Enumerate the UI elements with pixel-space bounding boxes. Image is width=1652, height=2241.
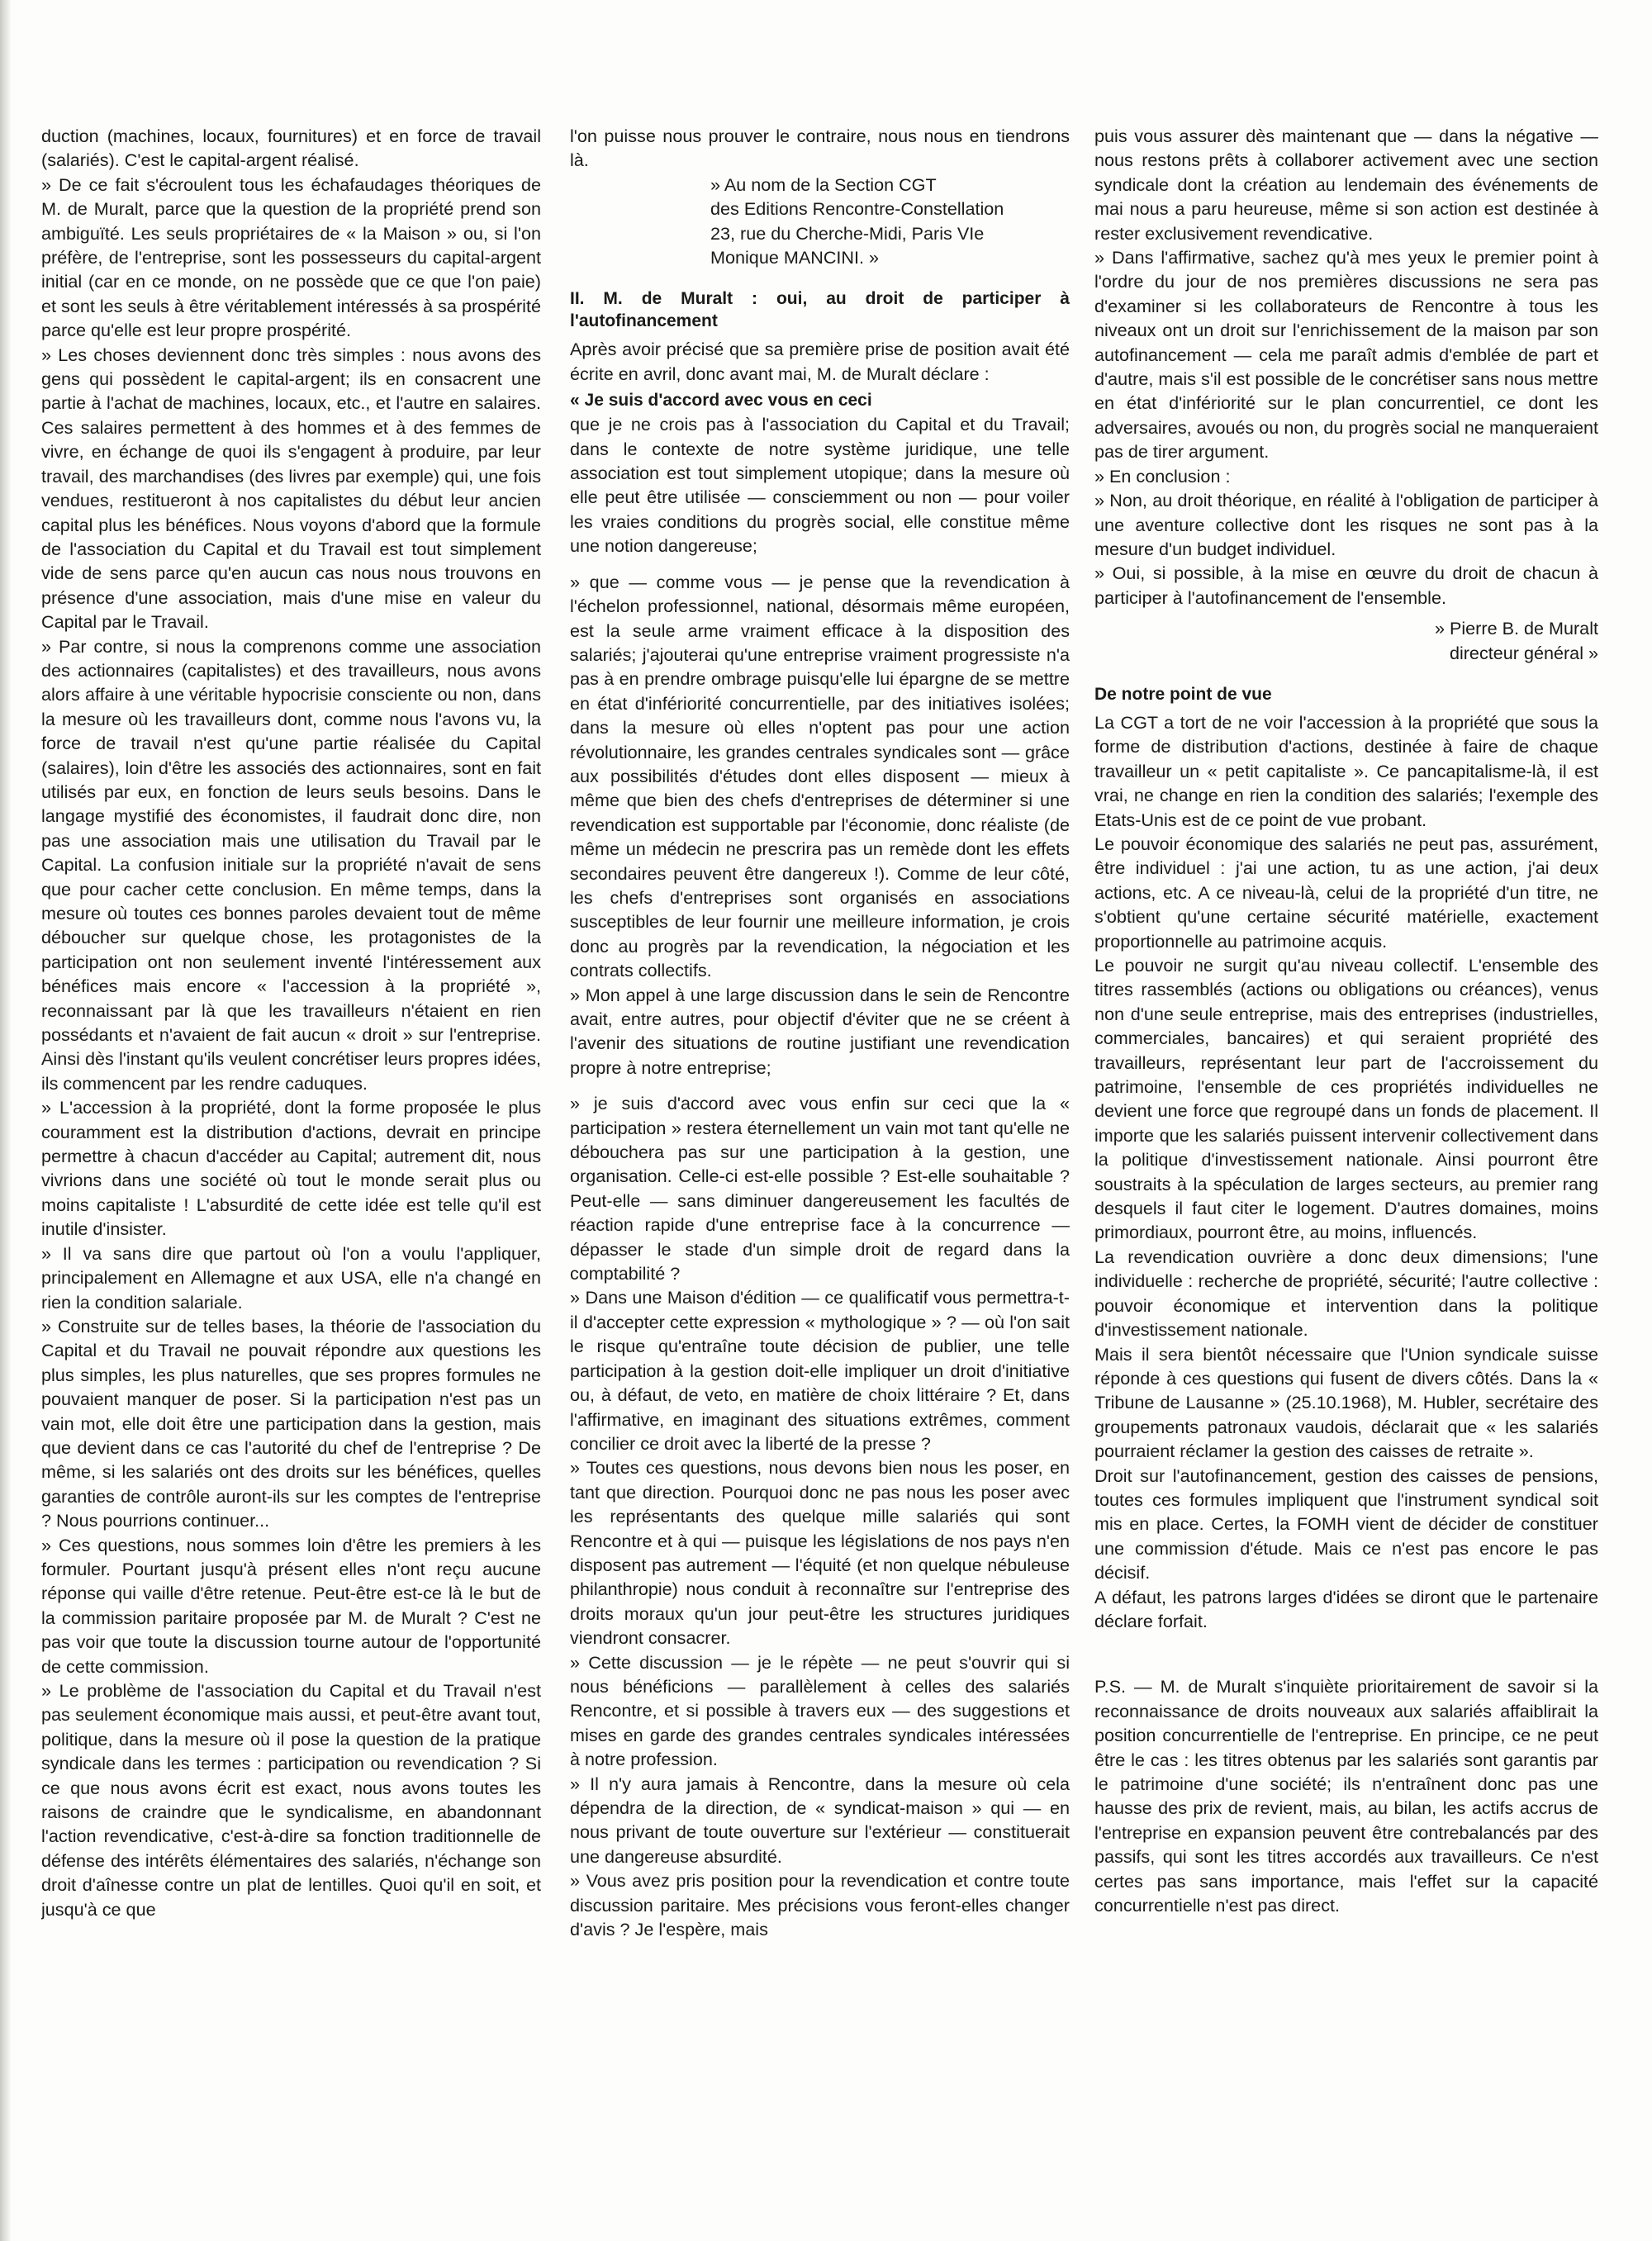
signature-line: des Editions Rencontre-Constellation: [710, 198, 1004, 220]
paragraph: duction (machines, locaux, fournitures) et en force de travail (salariés). C'est le capital-argent réalisé.: [41, 126, 541, 171]
paragraph: La CGT a tort de ne voir l'accession à la propriété que sous la forme de distribution d'actions, destinée à faire de chaque travailleur un « petit capitaliste ». Ce pancapitalisme-là, il est vrai, ne change en rien la condition des salariés; l'exemple des Etats-Unis est de ce point de vue probant.: [1094, 711, 1598, 830]
postscript: P.S. — M. de Muralt s'inquiète prioritairement de savoir si la reconnaissance de droits nouveaux aux salariés affaiblirait la position concurrentielle de l'entreprise. En principe, ce ne peut être le cas : les titres obtenus par les salariés sont garantis par le patrimoine d'une société; ils n'entraînent donc pas une hausse des prix de revient, mais, au bilan, les actifs accrus de l'entreprise en expansion peuvent être contrebalancés par des passifs, qui sont les titres accordés aux travailleurs. Ce n'est certes pas sans importance, mais l'effet sur la capacité concurrentielle n'est pas direct.: [1094, 1676, 1598, 1916]
subheading: « Je suis d'accord avec vous en ceci: [570, 391, 872, 411]
paragraph: » Il n'y aura jamais à Rencontre, dans la mesure où cela dépendra de la direction, de « syndicat-maison » qui — en nous privant de toute ouverture sur l'extérieur — constituerait une dangereuse absurdité.: [570, 1773, 1070, 1867]
paragraph: » je suis d'accord avec vous enfin sur ceci que la « participation » restera éternellement un vain mot tant qu'elle ne débouchera pas sur une participation à la gestion, une organisation. Celle-ci est-elle possible ? Est-elle souhaitable ? Peut-elle — sans diminuer dangereusement les facultés de réaction rapide d'une entreprise face à la concurrence — dépasser le stade d'un simple droit de regard dans la comptabilité ?: [570, 1093, 1070, 1284]
paragraph: » Vous avez pris position pour la revendication et contre toute discussion paritaire. Mes précisions vous feront-elles changer d'avis ? Je l'espère, mais: [570, 1870, 1070, 1940]
paragraph: » Ces questions, nous sommes loin d'être les premiers à les formuler. Pourtant jusqu'à présent elles n'ont reçu aucune réponse qui vaille d'être retenue. Peut-être est-ce là le but de la commission paritaire proposée par M. de Muralt ? C'est ne pas voir que toute la discussion tourne autour de l'opportunité de cette commission.: [41, 1534, 541, 1677]
signature-line: 23, rue du Cherche-Midi, Paris VIe: [710, 222, 985, 244]
text-column-2: [570, 124, 1070, 1941]
paragraph: l'on puisse nous prouver le contraire, nous nous en tiendrons là.: [570, 126, 1070, 171]
signature-line: » Au nom de la Section CGT: [710, 173, 937, 195]
paragraph: » Les choses deviennent donc très simples : nous avons des gens qui possèdent le capital-argent; ils en consacrent une partie à l'achat de machines, locaux, etc., et l'autre en salaires. Ces salaires permettent à des hommes et à des femmes de vivre, en échange de quoi ils s'engagent à produire, par leur travail, des marchandises (des livres par exemple) qui, une fois vendues, restitueront à nos capitalistes du début leur ancien capital plus les bénéfices. Nous voyons d'abord que la formule de l'association du Capital et du Travail est tout simplement vide de sens parce qu'en aucun cas nous nous trouvons en présence d'une association, mais d'une mise en valeur du Capital par le Travail.: [41, 344, 541, 633]
signature-line: Monique MANCINI. »: [710, 247, 880, 268]
page-binding-shadow: [0, 0, 12, 2241]
text-column-3: [1094, 124, 1598, 1917]
paragraph: puis vous assurer dès maintenant que — dans la négative — nous restons prêts à collaborer activement avec une section syndicale dont la création au lendemain des événements de mai nous a paru heureuse, même si son action est destinée à rester exclusivement revendicative.: [1094, 126, 1598, 244]
paragraph: » Toutes ces questions, nous devons bien nous les poser, en tant que direction. Pourquoi donc ne pas nous les poser avec les représentants des quelque mille salariés qui sont Rencontre et à qui — puisque les législations de nos pays n'en disposent pas autrement — l'équité (et non quelque nébuleuse philanthropie) nous conduit à reconnaître sur l'entreprise des droits moraux qu'un jour peut-être les structures juridiques viendront consacrer.: [570, 1457, 1070, 1649]
paragraph: » Il va sans dire que partout où l'on a voulu l'appliquer, principalement en Allemagne et aux USA, elle n'a changé en rien la condition salariale.: [41, 1242, 541, 1313]
paragraph: » Oui, si possible, à la mise en œuvre du droit de chacun à participer à l'autofinancement de l'ensemble.: [1094, 563, 1598, 608]
paragraph: » Dans l'affirmative, sachez qu'à mes yeux le premier point à l'ordre du jour de nos premières discussions ne sera pas d'examiner si les collaborateurs de Rencontre à tous les niveaux ont un droit sur l'enrichissement de la maison par son autofinancement — cela me paraît admis d'emblée de part et d'autre, mais s'il est possible de le concrétiser sans nous mettre en état d'infériorité sur le plan concurrentiel, ce dont les adversaires, avoués ou non, du progrès social ne manqueraient pas de tirer argument.: [1094, 247, 1598, 463]
paragraph: Le pouvoir économique des salariés ne peut pas, assurément, être individuel : j'ai une action, tu as une action, j'ai deux actions, etc. A ce niveau-là, celui de la propriété d'un titre, ne s'obtient qu'une certaine sécurité matérielle, exactement proportionnelle au patrimoine acquis.: [1094, 833, 1598, 952]
paragraph: Droit sur l'autofinancement, gestion des caisses de pensions, toutes ces formules impliquent que l'instrument syndical soit mis en place. Certes, la FOMH vient de décider de constituer une commission d'étude. Mais ce n'est pas encore le pas décisif.: [1094, 1465, 1598, 1583]
paragraph: » Le problème de l'association du Capital et du Travail n'est pas seulement économique mais aussi, et peut-être avant tout, politique, dans la mesure où il pose la question de la pratique syndicale dans les termes : participation ou revendication ? Si ce que nous avons écrit est exact, nous avons toutes les raisons de craindre que le syndicalisme, en abandonnant l'action revendicative, c'est-à-dire sa fonction traditionnelle de défense des intérêts élémentaires des salariés, n'échange son droit d'aînesse contre un plat de lentilles. Quoi qu'il en soit, et jusqu'à ce que: [41, 1680, 541, 1920]
paragraph: Mais il sera bientôt nécessaire que l'Union syndicale suisse réponde à ces questions qui fusent de divers côtés. Dans la « Tribune de Lausanne » (25.10.1968), M. Hubler, secrétaire des groupements patronaux vaudois, déclarait que « les salariés pourraient réclamer la gestion des caisses de retraite ».: [1094, 1343, 1598, 1462]
signature-line: directeur général »: [1449, 642, 1598, 663]
signature-block-muralt: [1094, 616, 1598, 665]
text-column-1: [41, 124, 541, 1921]
paragraph: » Par contre, si nous la comprenons comme une association des actionnaires (capitalistes) et des travailleurs, nous avons alors affaire à une véritable hypocrisie consciente ou non, dans la mesure où les travailleurs dont, comme nous l'avons vu, la force de travail n'est qu'une partie réalisée du Capital (salaires), loin d'être les associés des actionnaires, sont en fait utilisés par eux, en fonction de leurs seuls besoins. Dans le langage mystifié des économistes, il faudrait donc dire, non pas une association mais une utilisation du Travail par le Capital. La confusion initiale sur la propriété n'avait de sens que pour cacher cette conclusion. En même temps, dans la mesure où toutes ces bonnes paroles devaient tout de même déboucher sur quelque chose, les protagonistes de la participation ont non seulement inventé l'intéressement aux bénéfices mais encore « l'accession à la propriété », reconnaissant par là que les travailleurs n'étaient en rien possédants et n'avaient de fait aucun « droit » sur l'entreprise. Ainsi dès l'instant qu'ils veulent concrétiser leurs propres idées, ils commencent par les rendre caduques.: [41, 635, 541, 1094]
paragraph: » En conclusion :: [1094, 465, 1231, 487]
paragraph: » De ce fait s'écroulent tous les échafaudages théoriques de M. de Muralt, parce que la question de la propriété prend son ambiguïté. Les seuls propriétaires de « la Maison » ou, si l'on préfère, de l'entreprise, sont les possesseurs du capital-argent initial (car en ce monde, on ne possède que ce que l'on paie) et sont les seuls à être véritablement intéressés à sa prospérité parce qu'elle est leur propre prospérité.: [41, 173, 541, 341]
paragraph: La revendication ouvrière a donc deux dimensions; l'une individuelle : recherche de propriété, sécurité; l'autre collective : pouvoir économique et intervention dans la politique d'investissement nationale.: [1094, 1246, 1598, 1341]
signature-block-cgt: [570, 173, 1070, 270]
paragraph: Après avoir précisé que sa première prise de position avait été écrite en avril, donc avant mai, M. de Muralt déclare :: [570, 339, 1070, 384]
signature-line: » Pierre B. de Muralt: [1434, 618, 1598, 639]
paragraph: » Cette discussion — je le répète — ne peut s'ouvrir qui si nous bénéficions — parallèlement à celles des salariés Rencontre, et si possible à travers eux — des suggestions et mises en garde des grandes centrales syndicales intéressées à notre profession.: [570, 1651, 1070, 1770]
paragraph: » Mon appel à une large discussion dans le sein de Rencontre avait, entre autres, pour objectif d'éviter que ne se créent à l'avenir des situations de routine justifiant une revendication propre à notre entreprise;: [570, 984, 1070, 1078]
paragraph: » Dans une Maison d'édition — ce qualificatif vous permettra-t-il d'accepter cette expression « mythologique » ? — où l'on sait le risque qu'entraîne toute décision de publier, une telle participation à la gestion doit-elle impliquer un droit d'initiative ou, à défaut, de veto, en matière de choix littéraire ? Et, dans l'affirmative, en imaginant des situations extrêmes, comment concilier ce droit avec la liberté de la presse ?: [570, 1287, 1070, 1454]
section-heading: De notre point de vue: [1094, 684, 1272, 704]
paragraph: A défaut, les patrons larges d'idées se diront que le partenaire déclare forfait.: [1094, 1586, 1598, 1631]
section-heading: II. M. de Muralt : oui, au droit de participer à l'autofinancement: [570, 289, 1070, 331]
paragraph: que je ne crois pas à l'association du Capital et du Travail; dans le contexte de notre système juridique, une telle association est tout simplement utopique; dans la mesure où elle peut être utilisée — consciemment ou non — pour voiler les vraies conditions du progrès social, elle constitue même une notion dangereuse;: [570, 414, 1070, 557]
paragraph: » Construite sur de telles bases, la théorie de l'association du Capital et du Travail ne pouvait répondre aux questions les plus simples, les plus naturelles, que ses propres formules ne pouvaient manquer de poser. Si la participation n'est pas un vain mot, elle doit être une participation dans la gestion, mais que devient dans ce cas l'autorité du chef de l'entreprise ? De même, si les salariés ont des droits sur les bénéfices, quelles garanties de contrôle auront-ils sur les comptes de l'entreprise ? Nous pourrions continuer...: [41, 1315, 541, 1531]
paragraph: » Non, au droit théorique, en réalité à l'obligation de participer à une aventure collective dont les risques ne sont pas à la mesure d'un budget individuel.: [1094, 490, 1598, 559]
paragraph: Le pouvoir ne surgit qu'au niveau collectif. L'ensemble des titres rassemblés (actions ou obligations ou créances), venus non d'une seule entreprise, mais des entreprises (industrielles, commerciales, bancaires) et qui seraient propriété des travailleurs, représentant leur part de l'accroissement du patrimoine, l'ensemble de ces propriétés individuelles ne devient une force que regroupé dans un fonds de placement. Il importe que les salariés puissent intervenir collectivement dans la politique d'investissement nationale. Ainsi pourront être soustraits à la spéculation de larges secteurs, au premier rang desquels il faut citer le logement. D'autres domaines, moins primordiaux, pourront être, au moins, influencés.: [1094, 955, 1598, 1243]
paragraph: » L'accession à la propriété, dont la forme proposée le plus couramment est la distribution d'actions, devrait en principe permettre à chacun d'accéder au Capital; autrement dit, nous vivrions dans une société où tout le monde serait plus ou moins capitaliste ! L'absurdité de cette idée est telle qu'il est inutile d'insister.: [41, 1097, 541, 1240]
paragraph: » que — comme vous — je pense que la revendication à l'échelon professionnel, national, désormais même européen, est la seule arme vraiment efficace à la disposition des salariés; j'ajouterai qu'une entreprise vraiment progressiste n'a pas à en prendre ombrage puisqu'elle lui épargne de se mettre en état d'infériorité concurrentielle, par des initiatives isolées; dans la mesure où elles n'optent pas pour une action révolutionnaire, les grandes centrales syndicales sont — grâce aux possibilités d'études dont elles disposent — mieux à même que bien des chefs d'entreprises de déterminer si une revendication est supportable par l'économie, donc réaliste (de même un médecin ne prescrira pas un remède dont les effets secondaires peuvent être dangereux !). Comme de leur côté, les chefs d'entreprises sont organisés en associations susceptibles de leur fournir une meilleure information, je crois donc au progrès par la revendication, la négociation et les contrats collectifs.: [570, 571, 1070, 981]
